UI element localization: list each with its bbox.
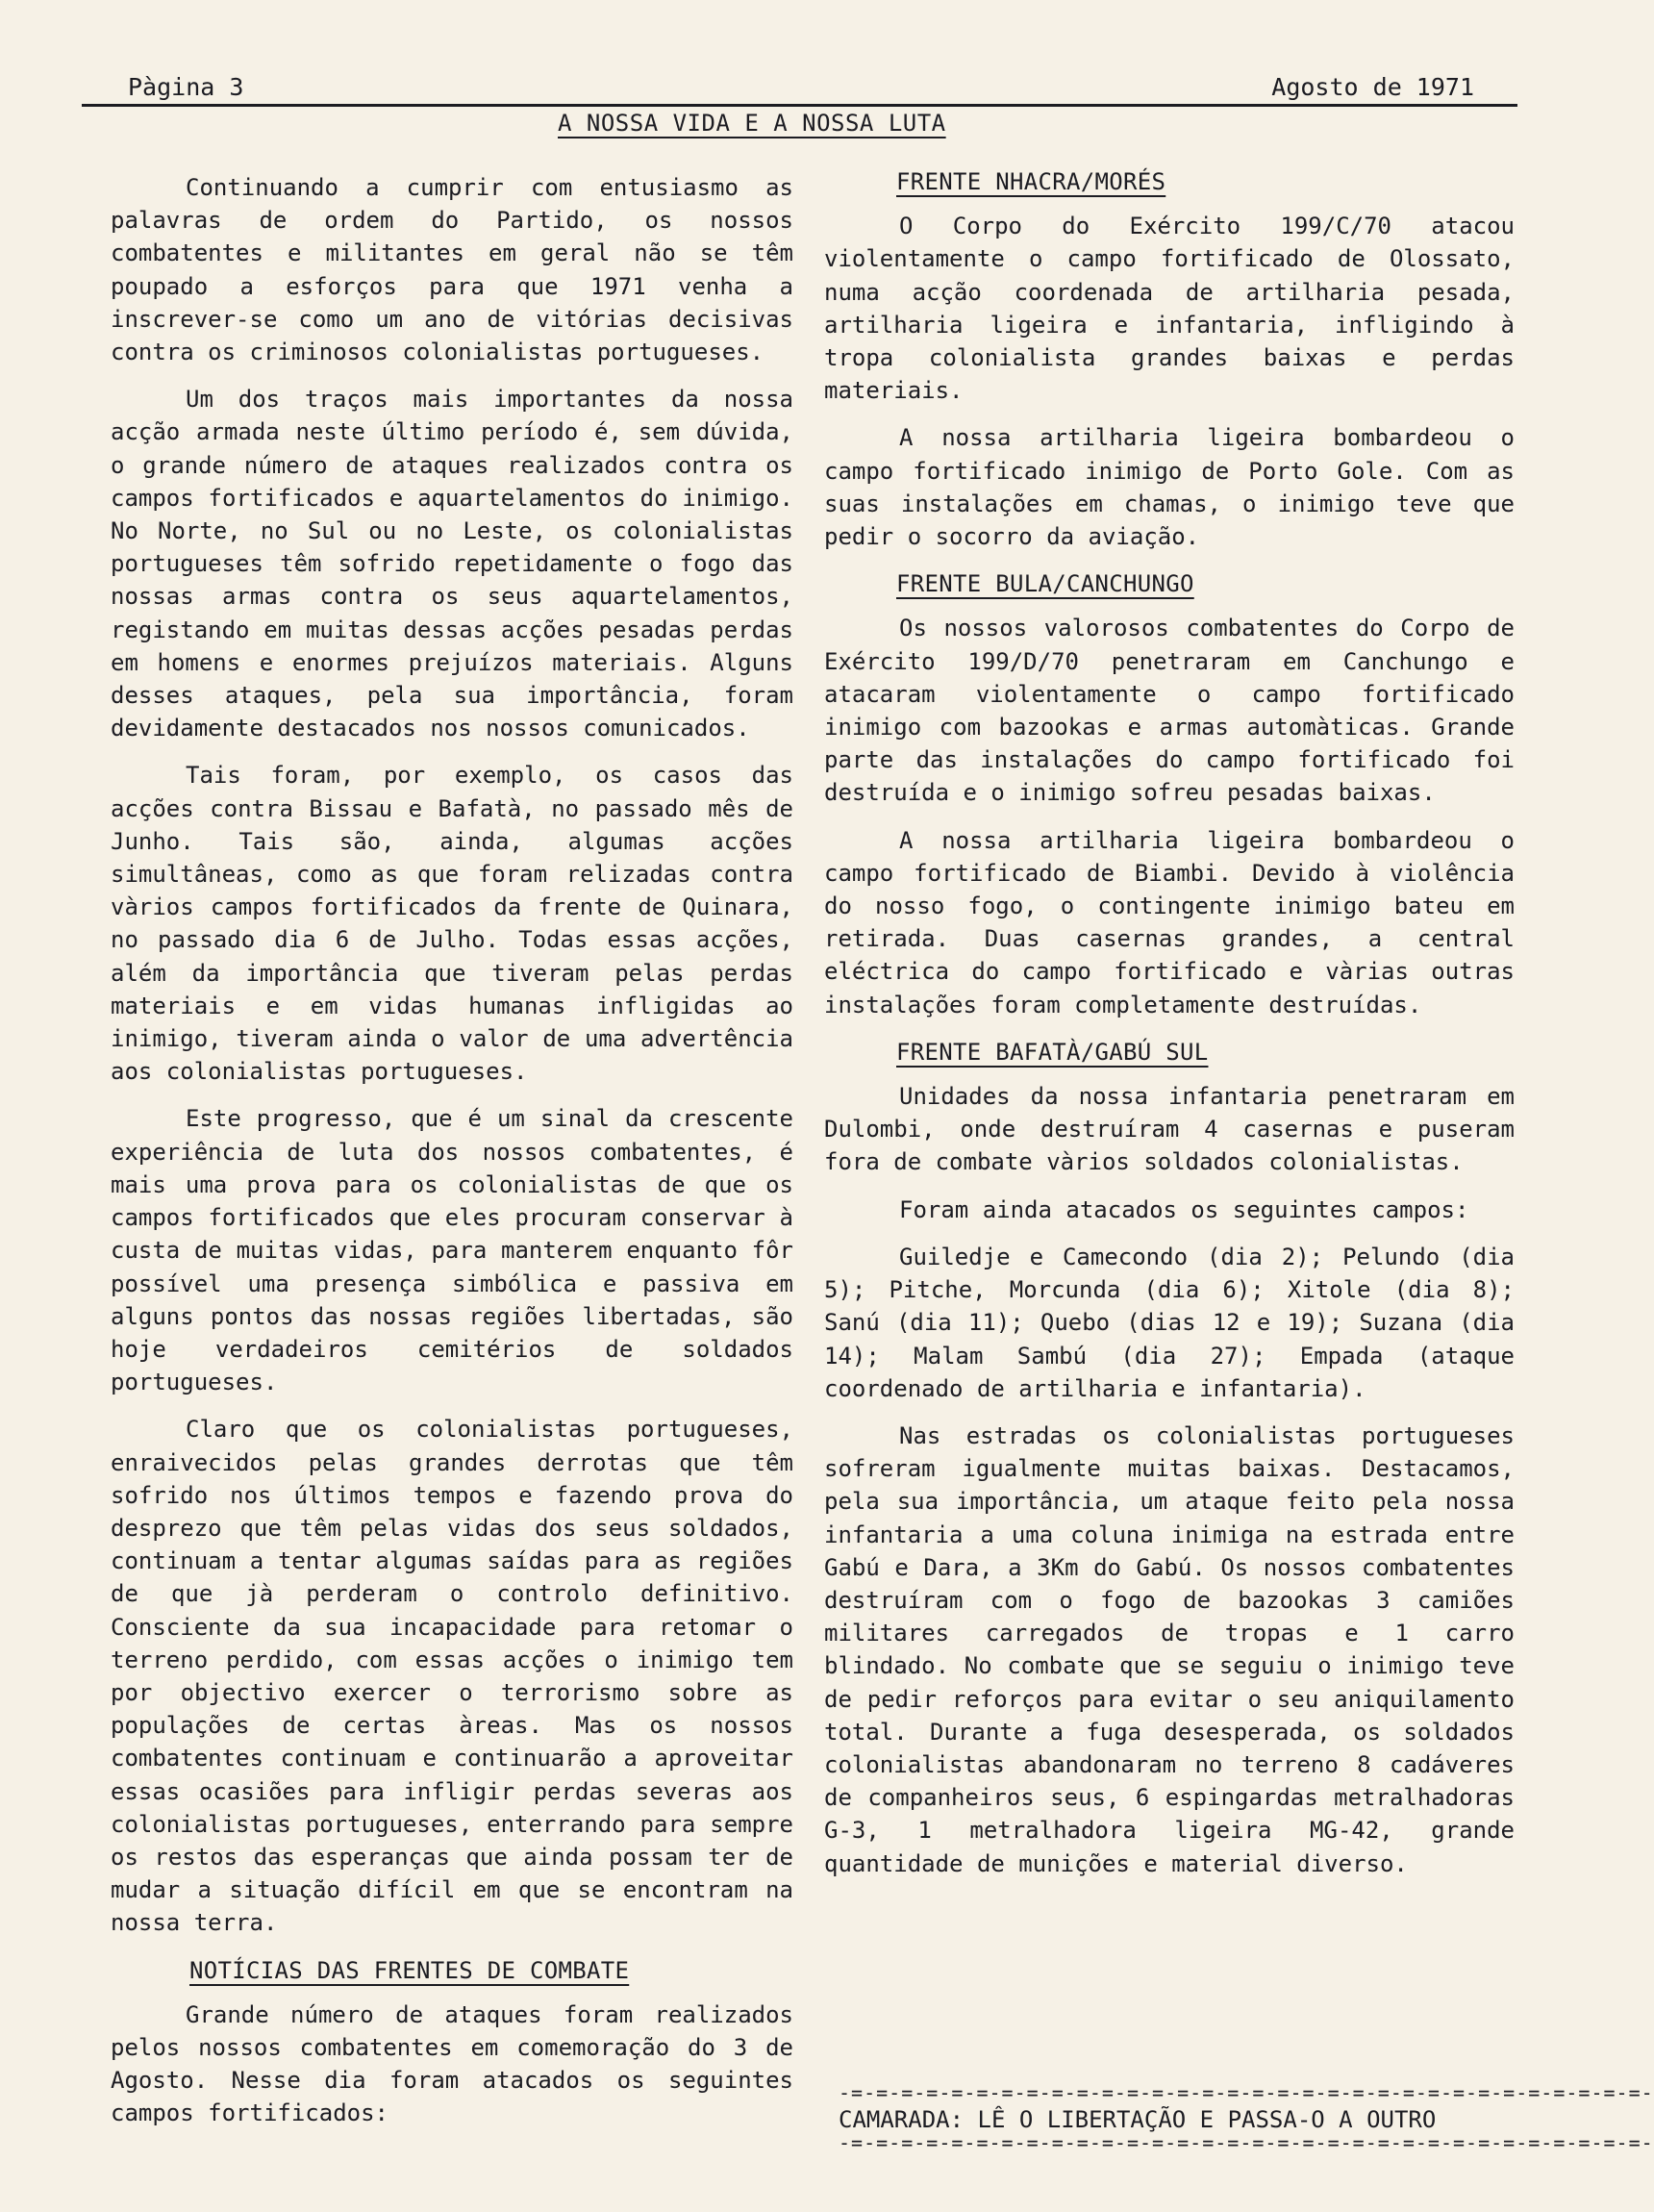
front-heading: FRENTE BULA/CANCHUNGO [896,570,1194,598]
section-heading: NOTÍCIAS DAS FRENTES DE COMBATE [189,1956,630,1984]
left-column [111,171,793,2145]
footer-slogan: CAMARADA: LÊ O LIBERTAÇÃO E PASSA-O A OUTRO [839,2106,1437,2133]
article-title: A NOSSA VIDA E A NOSSA LUTA [558,110,946,137]
page-number: Pàgina 3 [128,73,244,101]
right-column [824,158,1515,1895]
paragraph: Guiledje e Camecondo (dia 2); Pelundo (dia 5); Pitche, Morcunda (dia 6); Xitole (dia 8); Sanú (dia 11); Quebo (dias 12 e 19); Suzana (dia 14); Malam Sambú (dia 27); Empada (ataque coordenado de artilharia e infantaria). [824,1243,1515,1402]
header-rule [82,104,1517,107]
paragraph: O Corpo do Exército 199/C/70 atacou violentamente o campo fortificado de Olossato, numa acção coordenada de artilharia pesada, artilharia ligeira e infantaria, infligindo à tropa colonialista grandes baixas e perdas materiais. [824,213,1515,405]
paragraph: Grande número de ataques foram realizados pelos nossos combatentes em comemoração do 3 de Agosto. Nesse dia foram atacados os seguintes campos fortificados: [111,2000,793,2127]
separator-top: -=-=-=-=-=-=-=-=-=-=-=-=-=-=-=-=-=-=-=-=-=-=-=-=-=-=-=-=-=-=-=-=- [839,2081,1654,2104]
paragraph: A nossa artilharia ligeira bombardeou o campo fortificado de Biambi. Devido à violência do nosso fogo, o contingente inimigo bateu em retirada. Duas casernas grandes, a central eléctrica do campo fortificado e vàrias outras instalações foram completamente destruídas. [824,826,1515,1018]
paragraph: Tais foram, por exemplo, os casos das acções contra Bissau e Bafatà, no passado mês de Junho. Tais são, ainda, algumas acções simultâneas, como as que foram relizadas contra vàrios campos fortificados da frente de Quinara, no passado dia 6 de Julho. Todas essas acções, além da importância que tiveram pelas perdas materiais e em vidas humanas infligidas ao inimigo, tiveram ainda o valor de uma advertência aos colonialistas portugueses. [111,762,793,1086]
paragraph: Um dos traços mais importantes da nossa acção armada neste último período é, sem dúvida, o grande número de ataques realizados contra os campos fortificados e aquartelamentos do inimigo. No Norte, no Sul ou no Leste, os colonialistas portugueses têm sofrido repetidamente o fogo das nossas armas contra os seus aquartelamentos, registando em muitas dessas acções pesadas perdas em homens e enormes prejuízos materiais. Alguns desses ataques, pela sua importância, foram devidamente destacados nos nossos comunicados. [111,386,793,742]
front-heading: FRENTE BAFATÀ/GABÚ SUL [896,1038,1209,1066]
paragraph: Nas estradas os colonialistas portugueses sofreram igualmente muitas baixas. Destacamos, pela sua importância, um ataque feito pela nossa infantaria a uma coluna inimiga na estrada entre Gabú e Dara, a 3Km do Gabú. Os nossos combatentes destruíram com o fogo de bazookas 3 camiões militares carregados de tropas e 1 carro blindado. No combate que se seguiu o inimigo teve de pedir reforços para evitar o seu aniquilamento total. Durante a fuga desesperada, os soldados colonialistas abandonaram no terreno 8 cadáveres de companheiros seus, 6 espingardas metralhadoras G-3, 1 metralhadora ligeira MG-42, grande quantidade de munições e material diverso. [824,1421,1515,1877]
paragraph: Foram ainda atacados os seguintes campos: [899,1195,1469,1223]
paragraph: Claro que os colonialistas portugueses, enraivecidos pelas grandes derrotas que têm sofrido nos últimos tempos e fazendo prova do desprezo que têm pelas vidas dos seus soldados, continuam a tentar algumas saídas para as regiões de que jà perderam o controlo definitivo. Consciente da sua incapacidade para retomar o terreno perdido, com essas acções o inimigo tem por objectivo exercer o terrorismo sobre as populações de certas àreas. Mas os nossos combatentes continuam e continuarão a aproveitar essas ocasiões para infligir perdas severas aos colonialistas portugueses, enterrando para sempre os restos das esperanças que ainda possam ter de mudar a situação difícil em que se encontram na nossa terra. [111,1416,793,1937]
paragraph: Este progresso, que é um sinal da crescente experiência de luta dos nossos combatentes, é mais uma prova para os colonialistas de que os campos fortificados que eles procuram conservar à custa de muitas vidas, para manterem enquanto fôr possível uma presença simbólica e passiva em alguns pontos das nossas regiões libertadas, são hoje verdadeiros cemitérios de soldados portugueses. [111,1105,793,1396]
issue-date: Agosto de 1971 [1271,73,1474,101]
front-heading: FRENTE NHACRA/MORÉS [896,168,1166,195]
paragraph: Os nossos valorosos combatentes do Corpo de Exército 199/D/70 penetraram em Canchungo e atacaram violentamente o campo fortificado inimigo com bazookas e armas automàticas. Grande parte das instalações do campo fortificado foi destruída e o inimigo sofreu pesadas baixas. [824,615,1515,807]
separator-bottom: -=-=-=-=-=-=-=-=-=-=-=-=-=-=-=-=-=-=-=-=-=-=-=-=-=-=-=-=-=-=-=-=- [839,2131,1654,2154]
page-header [82,73,1517,108]
paragraph: Unidades da nossa infantaria penetraram em Dulombi, onde destruíram 4 casernas e puseram fora de combate vàrios soldados colonialistas. [824,1083,1515,1176]
paragraph: Continuando a cumprir com entusiasmo as palavras de ordem do Partido, os nossos combatentes e militantes em geral não se têm poupado a esforços para que 1971 venha a inscrever-se como um ano de vitórias decisivas contra os criminosos colonialistas portugueses. [111,174,793,366]
paragraph: A nossa artilharia ligeira bombardeou o campo fortificado inimigo de Porto Gole. Com as suas instalações em chamas, o inimigo teve que pedir o socorro da aviação. [824,424,1515,551]
